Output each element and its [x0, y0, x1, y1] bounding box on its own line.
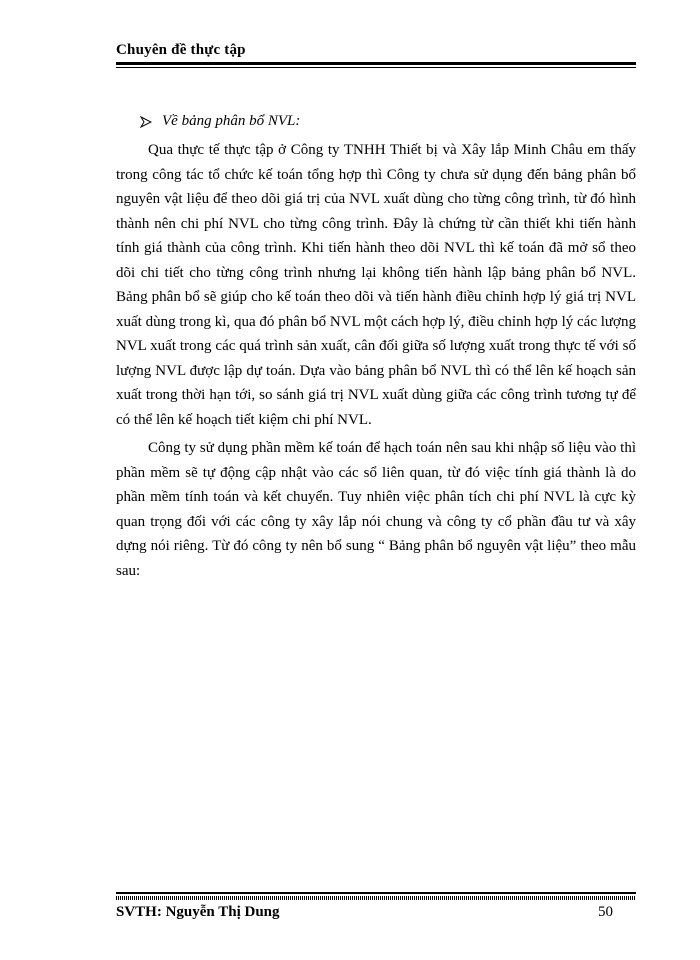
header-rule — [116, 62, 636, 65]
section-heading-text: Về bảng phân bổ NVL: — [162, 113, 301, 129]
paragraph: Qua thực tế thực tập ở Công ty TNHH Thiết bị và Xây lắp Minh Châu em thấy trong công tác tổ chức kế toán tổng hợp thì Công ty chưa sử dụng đến bảng phân bổ nguyên vật liệu để theo dõi giá trị của NVL xuất dùng cho từng công trình, từ đó hình thành nên chi phí NVL cho từng công trình. Đây là chứng từ cần thiết khi tiến hành tính giá thành của công trình. Khi tiến hành theo dõi NVL thì kế toán đã mở sổ theo dõi chi tiết cho từng công trình nhưng lại không tiến hành lập bảng phân bổ NVL. Bảng phân bổ sẽ giúp cho kế toán theo dõi và tiến hành điều chỉnh hợp lý giá trị NVL xuất dùng trong kì, qua đó phân bổ NVL một cách hợp lý, điều chỉnh hợp lý các lượng NVL xuất trong các quá trình sản xuất, cân đối giữa số lượng xuất trong thực tế với số lượng NVL được lập dự toán. Dựa vào bảng phân bổ NVL thì có thể lên kế hoạch sản xuất trong thời hạn tới, so sánh giá trị NVL xuất dùng giữa các công trình tương tự để có thể lên kế hoạch tiết kiệm chi phí NVL. — [116, 142, 636, 428]
page-header-title: Chuyên đề thực tập — [116, 42, 246, 58]
body-text — [116, 138, 636, 583]
footer-rule-pattern — [116, 896, 636, 900]
arrow-right-icon — [140, 116, 152, 128]
paragraph: Công ty sử dụng phần mềm kế toán để hạch toán nên sau khi nhập số liệu vào thì phần mềm sẽ tự động cập nhật vào các sổ liên quan, từ đó việc tính giá thành là do phần mềm tính toán và kết chuyển. Tuy nhiên việc phân tích chi phí NVL là cực kỳ quan trọng đối với các công ty xây lắp nói chung và công ty cổ phần đầu tư và xây dựng nói riêng. Từ đó công ty nên bổ sung “ Bảng phân bổ nguyên vật liệu” theo mẫu sau: — [116, 440, 636, 579]
section-heading — [140, 113, 300, 130]
footer-author: SVTH: Nguyễn Thị Dung — [116, 904, 280, 920]
footer-rule — [116, 892, 636, 894]
header-rule-thin — [116, 67, 636, 68]
page-number: 50 — [598, 904, 613, 920]
